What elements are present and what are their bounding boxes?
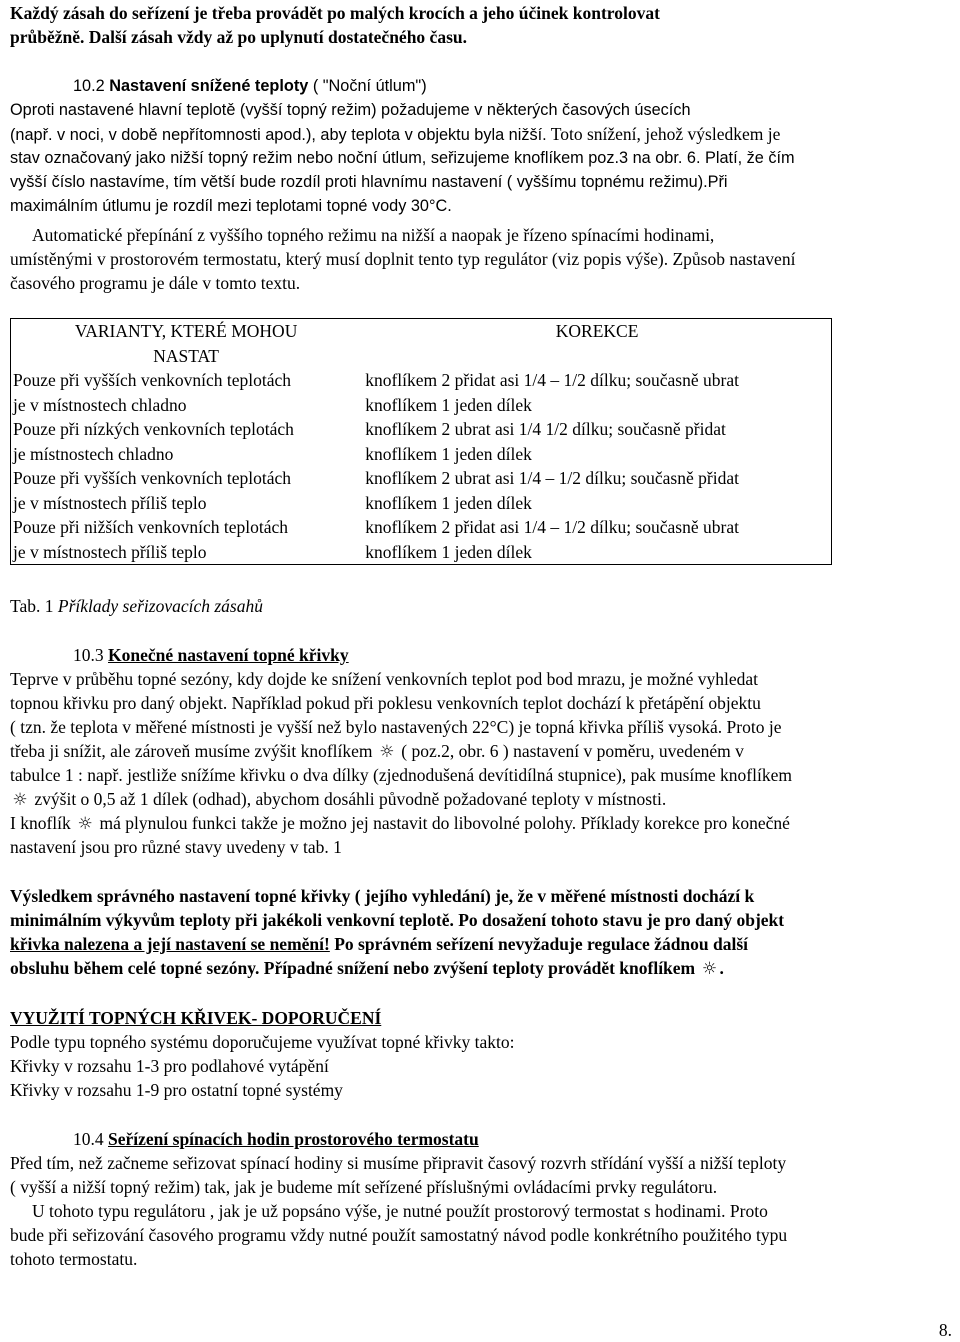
sun-icon: ☼ <box>77 814 93 834</box>
section-number: 10.4 <box>73 1129 104 1149</box>
s102-line-3: stav označovaný jako nižší topný režim nebo noční útlum, seřizujeme knoflíkem poz.3 na obr. 6. Platí, že čím <box>10 149 795 167</box>
usage-line-1: Podle typu topného systému doporučujeme využívat topné křivky takto: <box>10 1032 515 1052</box>
usage-line-3: Křivky v rozsahu 1-9 pro ostatní topné systémy <box>10 1080 343 1100</box>
section-10-2-heading <box>73 74 427 98</box>
table-row: Pouze při nižších venkovních teplotách je v místnostech příliš teplo knoflíkem 2 přidat asi 1/4 – 1/2 dílku; současně ubrat knoflíkem 1 jeden dílek <box>13 517 739 562</box>
section-title-rest: ( "Noční útlum") <box>308 77 427 95</box>
usage-line-2: Křivky v rozsahu 1-3 pro podlahové vytápění <box>10 1056 329 1076</box>
s102-p2-line-1: Automatické přepínání z vyššího topného režimu na nižší a naopak je řízeno spínacími hodinami, <box>32 225 715 245</box>
s102-line-2: (např. v noci, v době nepřítomnosti apod.), aby teplota v objektu byla nižší. Toto snížení, jehož výsledkem je <box>10 124 781 144</box>
s103-line-2: topnou křivku pro daný objekt. Například pokud při poklesu venkovních teplot dochází k přetápění objektu <box>10 693 761 713</box>
page-number: 8. <box>938 1320 952 1340</box>
s103-line-5: tabulce 1 : např. jestliže snížíme křivku o dva dílky (zjednodušená devítidílná stupnice), pak musíme knoflíkem <box>10 765 792 785</box>
section-title: Nastavení snížené teploty <box>109 77 309 95</box>
s102-p2-line-3: časového programu je dále v tomto textu. <box>10 273 301 293</box>
s103-line-6: ☼ zvýšit o 0,5 až 1 dílek (odhad), abychom dosáhli původně požadované teploty v místnosti. <box>10 787 666 811</box>
s102-line-5: maximálním útlumu je rozdíl mezi teplotami topné vody 30°C. <box>10 197 452 215</box>
s103-line-1: Teprve v průběhu topné sezóny, kdy dojde ke snížení venkovních teplot pod bod mrazu, je možné vyhledat <box>10 669 758 689</box>
s102-p2-line-2: umístěnými v prostorovém termostatu, který musí doplnit tento typ regulátor (viz popis výše). Způsob nastavení <box>10 249 796 269</box>
sun-icon: ☼ <box>379 742 395 762</box>
section-number: 10.3 <box>73 645 104 665</box>
s104-line-4: bude při seřizování časového programu vždy nutné použít samostatný návod podle konkrétního použitého typu <box>10 1225 788 1245</box>
table-row: Pouze při nízkých venkovních teplotách je místnostech chladno knoflíkem 2 ubrat asi 1/4 1/2 dílku; současně přidat knoflíkem 1 jeden dílek <box>13 419 726 464</box>
section-10-3-heading <box>73 643 349 667</box>
section-title: Seřízení spínacích hodin prostorového termostatu <box>108 1129 479 1149</box>
s103-line-4: třeba ji snížit, ale zároveň musíme zvýšit knoflíkem ☼ ( poz.2, obr. 6 ) nastavení v poměru, uvedeném v <box>10 741 744 762</box>
usage-title: VYUŽITÍ TOPNÝCH KŘIVEK- DOPORUČENÍ <box>10 1008 382 1028</box>
s104-line-3: U tohoto typu regulátoru , jak je už popsáno výše, je nutné použít prostorový termostat s hodinami. Proto <box>32 1201 768 1221</box>
table-caption: Tab. 1 Příklady seřizovacích zásahů <box>10 596 263 616</box>
header-corrections: KOREKCE <box>555 321 639 341</box>
header-variants: VARIANTY, KTERÉ MOHOU NASTAT <box>74 321 298 366</box>
sun-icon: ☼ <box>701 959 718 979</box>
table-row: Pouze při vyšších venkovních teplotách je v místnostech chladno knoflíkem 2 přidat asi 1/4 – 1/2 dílku; současně ubrat knoflíkem 1 jeden dílek <box>13 370 739 415</box>
s104-line-2: ( vyšší a nižší topný režim) tak, jak je budeme mít seřízené příslušnými ovládacími prvky regulátoru. <box>10 1177 718 1197</box>
result-line-3: křivka nalezena a její nastavení se nemění! Po správném seřízení nevyžaduje regulace žádnou další <box>10 934 749 954</box>
corrections-table <box>10 318 832 565</box>
s102-line-4: vyšší číslo nastavíme, tím větší bude rozdíl proti hlavnímu nastavení ( vyššímu topnému režimu).Při <box>10 173 728 191</box>
s103-line-7: I knoflík ☼ má plynulou funkci takže je možno jej nastavit do libovolné polohy. Příklady korekce pro konečné <box>10 813 790 834</box>
section-title: Konečné nastavení topné křivky <box>108 645 349 665</box>
result-line-2: minimálním výkyvům teploty při jakékoli venkovní teplotě. Po dosažení tohoto stavu je pro daný objekt <box>10 910 785 930</box>
intro-line-2: průběžně. Další zásah vždy až po uplynutí dostatečného času. <box>10 27 467 47</box>
result-line-4: obsluhu během celé topné sezóny. Případné snížení nebo zvýšení teploty provádět knoflíkem ☼ . <box>10 958 724 979</box>
sun-icon: ☼ <box>12 790 28 810</box>
s102-line-1: Oproti nastavené hlavní teplotě (vyšší topný režim) požadujeme v některých časových úsecích <box>10 101 691 119</box>
s103-line-3: ( tzn. že teplota v měřené místnosti je vyšší než bylo nastavených 22°C) je topná křivka příliš vysoká. Proto je <box>10 717 782 737</box>
result-line-1: Výsledkem správného nastavení topné křivky ( jejího vyhledání) je, že v měřené místnosti dochází k <box>10 886 755 906</box>
section-number: 10.2 <box>73 77 105 95</box>
s104-line-5: tohoto termostatu. <box>10 1249 138 1269</box>
section-10-4-heading <box>73 1127 479 1151</box>
s104-line-1: Před tím, než začneme seřizovat spínací hodiny si musíme připravit časový rozvrh střídání vyšší a nižší teploty <box>10 1153 787 1173</box>
table-row: Pouze při vyšších venkovních teplotách je v místnostech příliš teplo knoflíkem 2 ubrat asi 1/4 – 1/2 dílku; současně přidat knoflíkem 1 jeden dílek <box>13 468 739 513</box>
table-header-row <box>11 319 832 369</box>
s103-line-8: nastavení jsou pro různé stavy uvedeny v tab. 1 <box>10 837 342 857</box>
intro-line-1: Každý zásah do seřízení je třeba provádět po malých krocích a jeho účinek kontrolovat <box>10 3 660 23</box>
